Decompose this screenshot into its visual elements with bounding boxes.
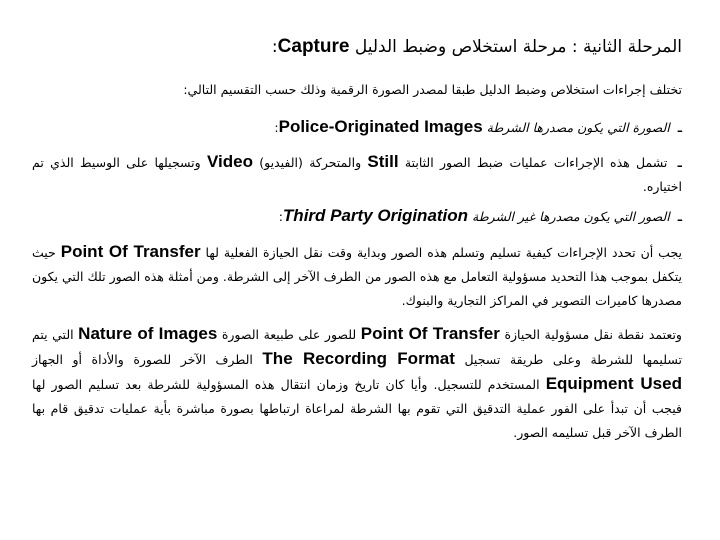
term-recording-format: The Recording Format [262,349,455,368]
term-still: Still [367,152,399,171]
bullet-dash: ـ [677,209,682,224]
subheading-english: Third Party Origination [282,206,469,225]
text-segment: حيث يتكفل بموجب هذا التحديد مسؤولية التعامل مع هذه الصور من الطرف الآخر إلى الشرطة. ومن أمثلة هذه الصور تلك التي يكون مصدرها كاميرات التصوير في المراكز التجارية والبنوك. [32,245,682,308]
subheading-colon: : [278,209,283,224]
subheading-third-party [32,204,682,229]
term-point-of-transfer: Point Of Transfer [360,324,500,343]
text-segment: وتسجيلها على الوسيط الذي تم اختياره. [32,155,682,194]
section-title [42,36,682,58]
bullet-dash: ـ [677,120,682,135]
term-equipment-used: Equipment Used [545,374,682,393]
subheading-english: Police-Originated Images [278,117,483,136]
subheading-arabic: الصورة التي يكون مصدرها الشرطة [486,120,670,135]
subheading-arabic: الصور التي يكون مصدرها غير الشرطة [472,209,670,224]
text-segment: الطرف الآخر للصورة والأداة أو الجهاز [32,352,253,367]
text-segment: وتعتمد نقطة نقل مسؤولية الحيازة [504,327,682,342]
text-segment: والمتحركة (الفيديو) [259,155,362,170]
paragraph-still-video [32,150,682,199]
intro-paragraph: تختلف إجراءات استخلاص وضبط الدليل طبقا لمصدر الصورة الرقمية وذلك حسب التقسيم التالي: [183,82,682,97]
text-segment: التي يتم تسليمها للشرطة وعلى طريقة تسجيل [32,327,682,367]
term-nature-of-images: Nature of Images [78,324,218,343]
bullet-dash: ـ [677,155,682,170]
term-video: Video [206,152,253,171]
text-segment: تشمل هذه الإجراءات عمليات ضبط الصور الثابتة [404,155,668,170]
term-point-of-transfer: Point Of Transfer [60,242,201,261]
paragraph-transfer [32,240,682,313]
title-english: Capture [277,36,350,57]
subheading-police-images [32,115,682,140]
text-segment: المستخدم للتسجيل. وأيا كان تاريخ وزمان انتقال هذه المسؤولية للشرطة بعد تسليم الصور لها فيجب أن تبدأ على الفور عملية التدقيق التي تقوم بها الشرطة لمراعاة ارتباطها بصورة مباشرة بأية عمليات تدقيق قام بها الطرف الآخر قبل تسليمه الصور. [32,377,682,440]
title-arabic: المرحلة الثانية : مرحلة استخلاص وضبط الدليل [354,37,682,57]
paragraph-nature [32,322,682,445]
text-segment: يجب أن تحدد الإجراءات كيفية تسليم وتسلم هذه الصور وبداية وقت نقل الحيازة الفعلية لها [205,245,682,260]
text-segment: للصور على طبيعة الصورة [221,327,357,342]
title-colon: : [271,37,278,57]
subheading-colon: : [274,120,279,135]
